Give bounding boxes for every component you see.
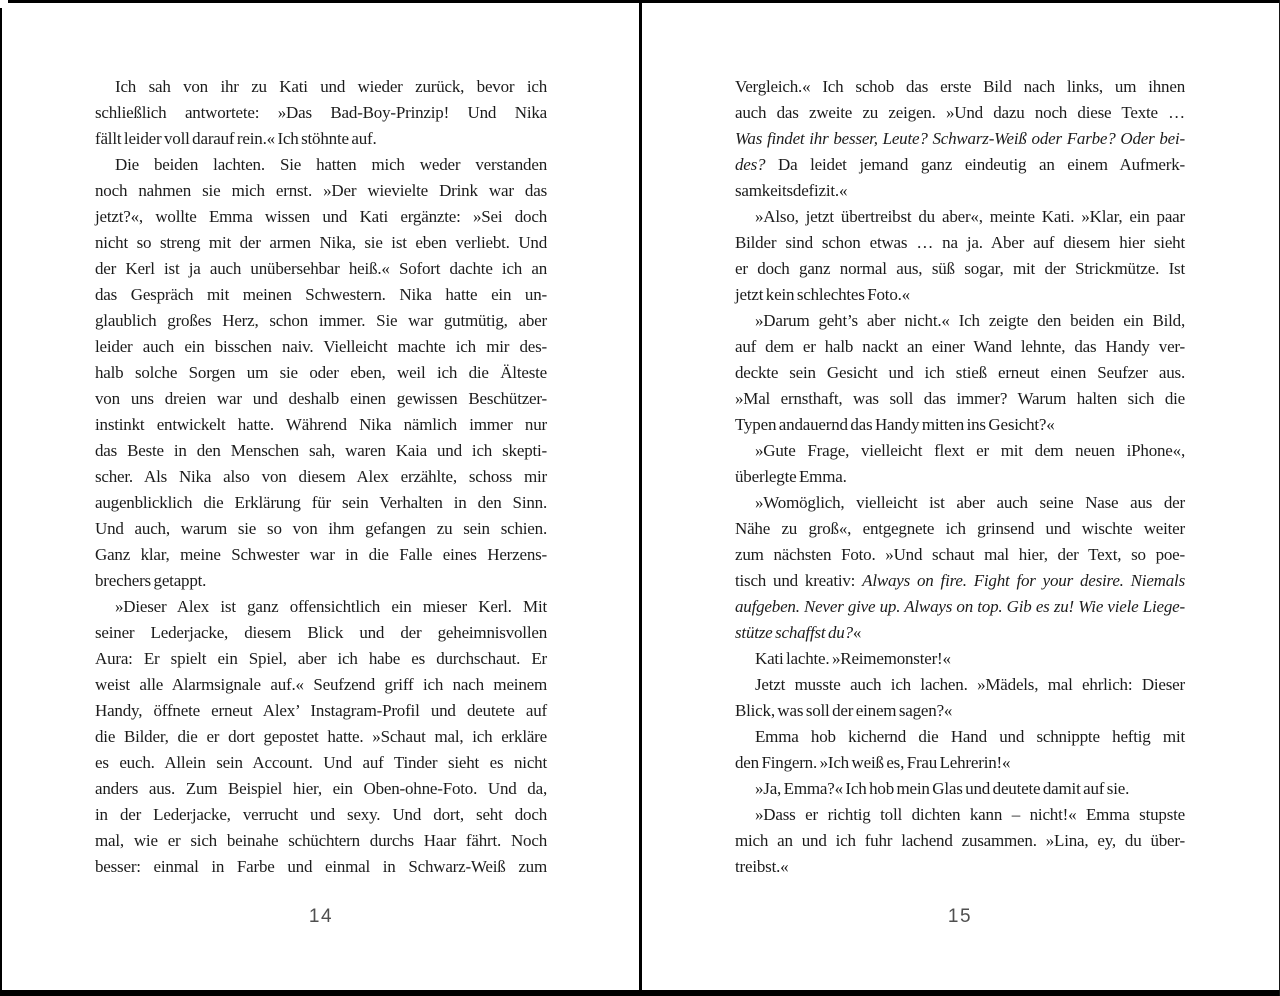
text-segment: augenblicklich die Erklärung für sein Verhalten in den Sinn.: [95, 493, 547, 512]
text-segment: glaublich großes Herz, schon immer. Sie war gutmütig, aber: [95, 311, 547, 330]
text-segment: Die beiden lachten. Sie hatten mich weder verstanden: [115, 155, 547, 174]
text-segment: in der Lederjacke, verrucht und sexy. Und dort, seht doch: [95, 805, 547, 824]
text-segment: die Bilder, die er dort gepostet hatte. »Schaut mal, ich erkläre: [95, 727, 547, 746]
paragraph: [95, 74, 547, 152]
text-segment: »Dieser Alex ist ganz offensichtlich ein mieser Kerl. Mit: [115, 597, 547, 616]
text-line: [735, 672, 1185, 698]
text-segment: Emma hob kichernd die Hand und schnippte heftig mit: [755, 727, 1185, 746]
text-line: [95, 516, 547, 542]
text-segment: von uns dreien war und deshalb einen gewissen Beschützer-: [95, 389, 547, 408]
text-line: [735, 802, 1185, 828]
text-segment: Typen andauernd das Handy mitten ins Gesicht?«: [735, 415, 1055, 434]
text-segment: leider auch ein bisschen naiv. Vielleicht machte ich mir des-: [95, 337, 547, 356]
text-segment: jetzt kein schlechtes Foto.«: [735, 285, 910, 304]
top-border: [8, 0, 1280, 3]
text-line: [95, 724, 547, 750]
paragraph: [735, 802, 1185, 880]
text-line: [735, 542, 1185, 568]
text-line: [735, 74, 1185, 100]
text-line: [95, 204, 547, 230]
text-line: [95, 360, 547, 386]
text-line: [95, 620, 547, 646]
text-segment: jetzt?«, wollte Emma wissen und Kati ergänzte: »Sei doch: [95, 207, 547, 226]
text-line: [735, 828, 1185, 854]
italic-text-segment: aufgeben. Never give up. Always on top. Gib es zu! Wie viele Liege-: [735, 597, 1185, 616]
italic-text-segment: Was findet ihr besser, Leute? Schwarz-Weiß oder Farbe? Oder bei-: [735, 129, 1185, 148]
text-line: [95, 438, 547, 464]
paragraph: [735, 204, 1185, 308]
text-line: [95, 802, 547, 828]
text-line: [735, 360, 1185, 386]
text-segment: es euch. Allein sein Account. Und auf Tinder sieht es nicht: [95, 753, 547, 772]
text-line: [735, 152, 1185, 178]
text-segment: treibst.«: [735, 857, 789, 876]
text-line: [95, 230, 547, 256]
text-segment: Handy, öffnete erneut Alex’ Instagram-Profil und deutete auf: [95, 701, 547, 720]
text-segment: instinkt entwickelt hatte. Während Nika nämlich immer nur: [95, 415, 547, 434]
text-segment: zum nächsten Foto. »Und schaut mal hier, der Text, so poe-: [735, 545, 1185, 564]
text-line: [95, 256, 547, 282]
text-line: [95, 178, 547, 204]
text-segment: Nähe zu groß«, entgegnete ich grinsend und wischte weiter: [735, 519, 1185, 538]
text-segment: weist alle Alarmsignale auf.« Seufzend griff ich nach meinem: [95, 675, 547, 694]
text-line: [95, 490, 547, 516]
text-line: [95, 776, 547, 802]
italic-text-segment: Always on fire. Fight for your desire. Niemals: [862, 571, 1185, 590]
text-segment: Aura: Er spielt ein Spiel, aber ich habe es durchschaut. Er: [95, 649, 547, 668]
page-number-left: 14: [308, 906, 334, 927]
text-line: [735, 178, 1185, 204]
text-segment: besser: einmal in Farbe und einmal in Schwarz-Weiß zum: [95, 857, 547, 876]
text-segment: überlegte Emma.: [735, 467, 847, 486]
text-line: [95, 672, 547, 698]
text-line: [95, 282, 547, 308]
paragraph: [735, 74, 1185, 204]
paragraph: [735, 776, 1185, 802]
page-number-right: 15: [947, 906, 973, 927]
text-segment: brechers getappt.: [95, 571, 207, 590]
text-line: [735, 516, 1185, 542]
text-line: [735, 854, 1185, 880]
text-line: [735, 100, 1185, 126]
text-line: [735, 776, 1185, 802]
text-line: [95, 542, 547, 568]
left-edge-line: [0, 8, 2, 996]
text-line: [735, 386, 1185, 412]
text-line: [95, 412, 547, 438]
text-segment: halb solche Sorgen um sie oder eben, weil ich die Älteste: [95, 363, 547, 382]
text-segment: seiner Lederjacke, diesem Blick und der geheimnisvollen: [95, 623, 547, 642]
paragraph: [735, 438, 1185, 490]
text-segment: »Ja, Emma?« Ich hob mein Glas und deutete damit auf sie.: [755, 779, 1130, 798]
text-line: [95, 74, 547, 100]
text-segment: Blick, was soll der einem sagen?«: [735, 701, 953, 720]
italic-text-segment: des?: [735, 155, 766, 174]
text-line: [95, 854, 547, 880]
text-line: [95, 152, 547, 178]
text-line: [95, 594, 547, 620]
text-segment: »Womöglich, vielleicht ist aber auch seine Nase aus der: [755, 493, 1185, 512]
text-line: [95, 334, 547, 360]
text-line: [95, 126, 547, 152]
text-segment: Jetzt musste auch ich lachen. »Mädels, mal ehrlich: Dieser: [755, 675, 1185, 694]
text-segment: mich an und ich fuhr lachend zusammen. »Lina, ey, du über-: [735, 831, 1185, 850]
page-right-text: [735, 74, 1185, 880]
text-line: [95, 698, 547, 724]
text-segment: deckte sein Gesicht und ich stieß erneut einen Seufzer aus.: [735, 363, 1185, 382]
text-line: [735, 594, 1185, 620]
text-segment: fällt leider voll darauf rein.« Ich stöhnte auf.: [95, 129, 377, 148]
text-segment: auf dem er halb nackt an einer Wand lehnte, das Handy ver-: [735, 337, 1185, 356]
text-line: [735, 464, 1185, 490]
paragraph: [735, 724, 1185, 776]
text-segment: »Also, jetzt übertreibst du aber«, meinte Kati. »Klar, ein paar: [755, 207, 1185, 226]
text-line: [95, 386, 547, 412]
text-segment: Kati lachte. »Reimemonster!«: [755, 649, 951, 668]
text-segment: scher. Als Nika also von diesem Alex erzählte, schoss mir: [95, 467, 547, 486]
paragraph: [95, 594, 547, 880]
text-line: [95, 100, 547, 126]
text-line: [95, 308, 547, 334]
text-line: [95, 828, 547, 854]
text-segment: samkeitsdefizit.«: [735, 181, 848, 200]
text-line: [735, 750, 1185, 776]
text-segment: tisch und kreativ:: [735, 571, 863, 590]
text-segment: mal, wie er sich beinahe schüchtern durchs Haar fährt. Noch: [95, 831, 547, 850]
text-segment: »Dass er richtig toll dichten kann – nicht!« Emma stupste: [755, 805, 1185, 824]
text-line: [735, 412, 1185, 438]
text-line: [95, 750, 547, 776]
text-line: [735, 698, 1185, 724]
text-segment: »Gute Frage, vielleicht flext er mit dem neuen iPhone«,: [755, 441, 1185, 460]
paragraph: [735, 646, 1185, 672]
text-line: [735, 568, 1185, 594]
text-line: [735, 230, 1185, 256]
text-line: [95, 646, 547, 672]
text-line: [735, 438, 1185, 464]
text-line: [735, 490, 1185, 516]
text-segment: der Kerl ist ja auch unübersehbar heiß.« Sofort dachte ich an: [95, 259, 547, 278]
text-segment: er doch ganz normal aus, süß sogar, mit der Strickmütze. Ist: [735, 259, 1185, 278]
text-line: [735, 308, 1185, 334]
text-segment: schließlich antwortete: »Das Bad-Boy-Prinzip! Und Nika: [95, 103, 547, 122]
page-left-text: [95, 74, 547, 880]
text-line: [95, 464, 547, 490]
text-segment: das Gespräch mit meinen Schwestern. Nika hatte ein un-: [95, 285, 547, 304]
text-segment: anders aus. Zum Beispiel hier, ein Oben-ohne-Foto. Und da,: [95, 779, 547, 798]
text-line: [735, 126, 1185, 152]
center-gutter-divider: [639, 0, 642, 996]
paragraph: [735, 308, 1185, 438]
text-segment: Da leidet jemand ganz eindeutig an einem Aufmerk-: [765, 155, 1185, 174]
text-line: [735, 334, 1185, 360]
text-segment: Und auch, warum sie so von ihm gefangen zu sein schien.: [95, 519, 547, 538]
text-segment: Vergleich.« Ich schob das erste Bild nach links, um ihnen: [735, 77, 1185, 96]
text-segment: Ich sah von ihr zu Kati und wieder zurück, bevor ich: [115, 77, 547, 96]
text-segment: noch nahmen sie mich ernst. »Der wievielte Drink war das: [95, 181, 547, 200]
paragraph: [95, 152, 547, 594]
text-line: [735, 256, 1185, 282]
text-line: [735, 282, 1185, 308]
text-segment: das Beste in den Menschen sah, waren Kaia und ich skepti-: [95, 441, 547, 460]
text-line: [95, 568, 547, 594]
paragraph: [735, 490, 1185, 646]
text-line: [735, 204, 1185, 230]
text-line: [735, 724, 1185, 750]
italic-text-segment: stütze schaffst du?: [735, 623, 853, 642]
text-segment: Bilder sind schon etwas … na ja. Aber auf diesem hier sieht: [735, 233, 1185, 252]
paragraph: [735, 672, 1185, 724]
text-segment: auch das zweite zu zeigen. »Und dazu noch diese Texte …: [735, 103, 1185, 122]
text-line: [735, 620, 1185, 646]
text-segment: «: [852, 623, 862, 642]
text-line: [735, 646, 1185, 672]
text-segment: den Fingern. »Ich weiß es, Frau Lehrerin!«: [735, 753, 1011, 772]
text-segment: Ganz klar, meine Schwester war in die Falle eines Herzens-: [95, 545, 547, 564]
text-segment: »Darum geht’s aber nicht.« Ich zeigte den beiden ein Bild,: [755, 311, 1185, 330]
text-segment: nicht so streng mit der armen Nika, sie ist eben verliebt. Und: [95, 233, 547, 252]
text-segment: »Mal ernsthaft, was soll das immer? Warum halten sich die: [735, 389, 1185, 408]
